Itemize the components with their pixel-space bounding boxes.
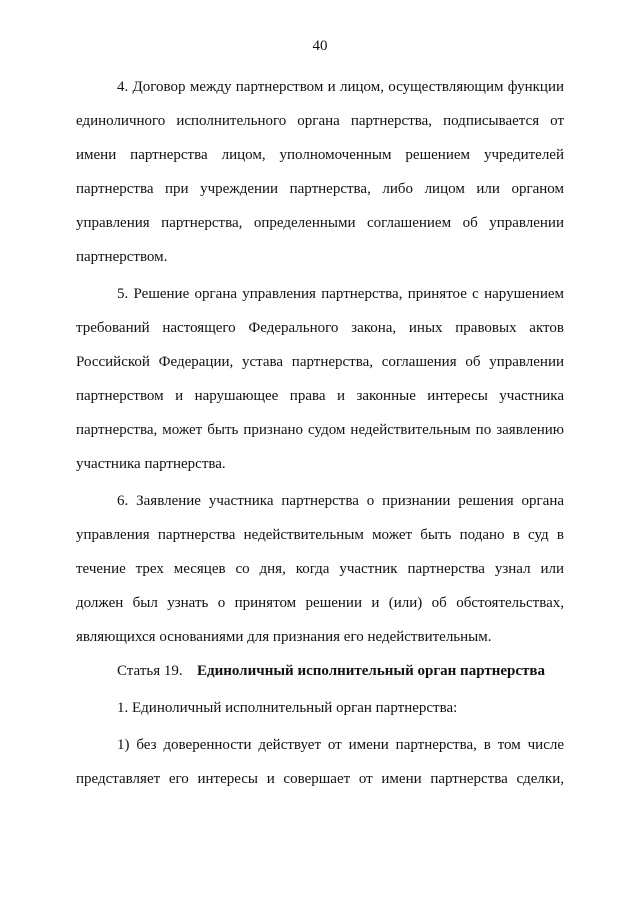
text-line: течение трех месяцев со дня, когда участник партнерства узнал или — [76, 561, 564, 577]
text-line: 5. Решение органа управления партнерства, принятое с нарушением — [117, 286, 564, 302]
article-title: Единоличный исполнительный орган партнерства — [197, 663, 545, 679]
text-line: управления партнерства недействительным может быть подано в суд в — [76, 527, 564, 543]
text-line: 1) без доверенности действует от имени партнерства, в том числе — [117, 737, 564, 753]
text-line: требований настоящего Федерального закона, иных правовых актов — [76, 320, 564, 336]
text-line: партнерством. — [76, 249, 168, 265]
text-line: участника партнерства. — [76, 456, 226, 472]
text-line: партнерства, может быть признано судом недействительным по заявлению — [76, 422, 564, 438]
text-line: единоличного исполнительного органа партнерства, подписывается от — [76, 113, 564, 129]
text-line: 1. Единоличный исполнительный орган партнерства: — [117, 700, 458, 716]
article-heading — [117, 662, 564, 680]
page-number: 40 — [312, 38, 328, 54]
text-line: 4. Договор между партнерством и лицом, осуществляющим функции — [117, 79, 564, 95]
text-line: являющихся основаниями для признания его недействительным. — [76, 629, 492, 645]
text-line: должен был узнать о принятом решении и (или) об обстоятельствах, — [76, 595, 564, 611]
text-line: 6. Заявление участника партнерства о признании решения органа — [117, 493, 564, 509]
text-line: управления партнерства, определенными соглашением об управлении — [76, 215, 564, 231]
text-line: партнерством и нарушающее права и законные интересы участника — [76, 388, 564, 404]
text-line: партнерства при учреждении партнерства, либо лицом или органом — [76, 181, 564, 197]
text-line: имени партнерства лицом, уполномоченным решением учредителей — [76, 147, 564, 163]
article-number: Статья 19. — [117, 663, 183, 679]
text-line: представляет его интересы и совершает от имени партнерства сделки, — [76, 771, 564, 787]
text-line: Российской Федерации, устава партнерства, соглашения об управлении — [76, 354, 564, 370]
